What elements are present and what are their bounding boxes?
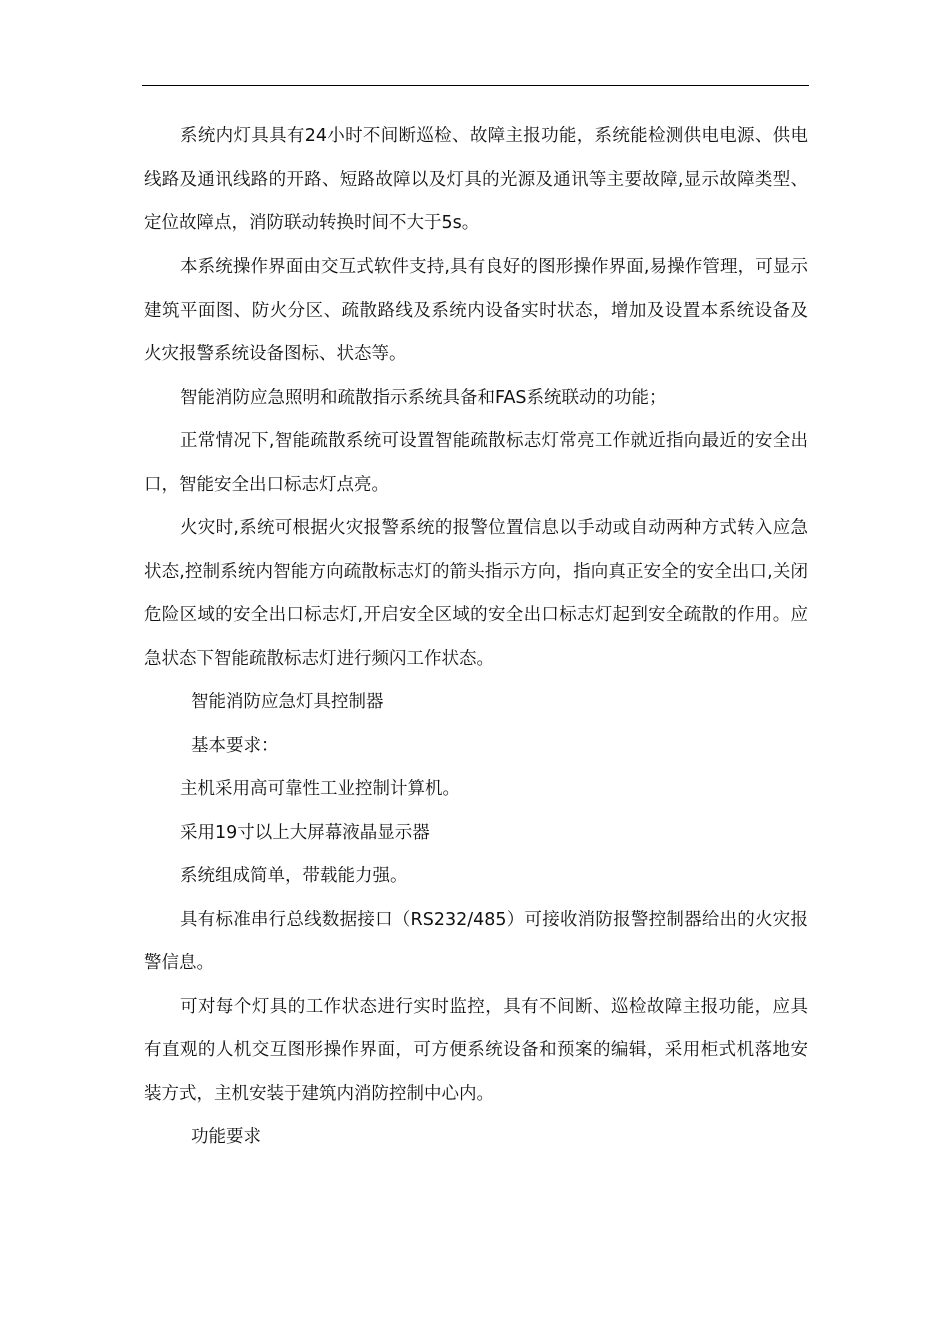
document-body <box>144 115 808 1160</box>
basic-item: 主机采用高可靠性工业控制计算机。 <box>180 779 460 800</box>
paragraph-normal-state: 正常情况下,智能疏散系统可设置智能疏散标志灯常亮工作就近指向最近的安全出口，智能安全出口标志灯点亮。 <box>144 431 808 495</box>
basic-item: 系统组成简单，带载能力强。 <box>180 866 408 887</box>
heading-function-requirements: 功能要求 <box>191 1127 261 1148</box>
heading-controller: 智能消防应急灯具控制器 <box>191 692 384 713</box>
paragraph-fas-linkage: 智能消防应急照明和疏散指示系统具备和FAS系统联动的功能； <box>180 387 667 408</box>
heading-basic-requirements: 基本要求： <box>191 735 279 756</box>
basic-item: 可对每个灯具的工作状态进行实时监控，具有不间断、巡检故障主报功能，应具有直观的人机交互图形操作界面，可方便系统设备和预案的编辑，采用柜式机落地安装方式，主机安装于建筑内消防控制中心内。 <box>144 996 808 1104</box>
paragraph-interface: 本系统操作界面由交互式软件支持,具有良好的图形操作界面,易操作管理，可显示建筑平面图、防火分区、疏散路线及系统内设备实时状态，增加及设置本系统设备及火灾报警系统设备图标、状态等。 <box>144 257 808 365</box>
header-rule <box>142 85 809 86</box>
basic-item: 采用19寸以上大屏幕液晶显示器 <box>180 822 430 843</box>
paragraph-inspection: 系统内灯具具有24小时不间断巡检、故障主报功能，系统能检测供电电源、供电线路及通讯线路的开路、短路故障以及灯具的光源及通讯等主要故障,显示故障类型、定位故障点，消防联动转换时间不大于5s。 <box>144 126 808 233</box>
basic-item: 具有标准串行总线数据接口（RS232/485）可接收消防报警控制器给出的火灾报警信息。 <box>144 909 808 974</box>
paragraph-fire-state: 火灾时,系统可根据火灾报警系统的报警位置信息以手动或自动两种方式转入应急状态,控制系统内智能方向疏散标志灯的箭头指示方向，指向真正安全的安全出口,关闭危险区域的安全出口标志灯,开启安全区域的安全出口标志灯起到安全疏散的作用。应急状态下智能疏散标志灯进行频闪工作状态。 <box>144 518 808 669</box>
